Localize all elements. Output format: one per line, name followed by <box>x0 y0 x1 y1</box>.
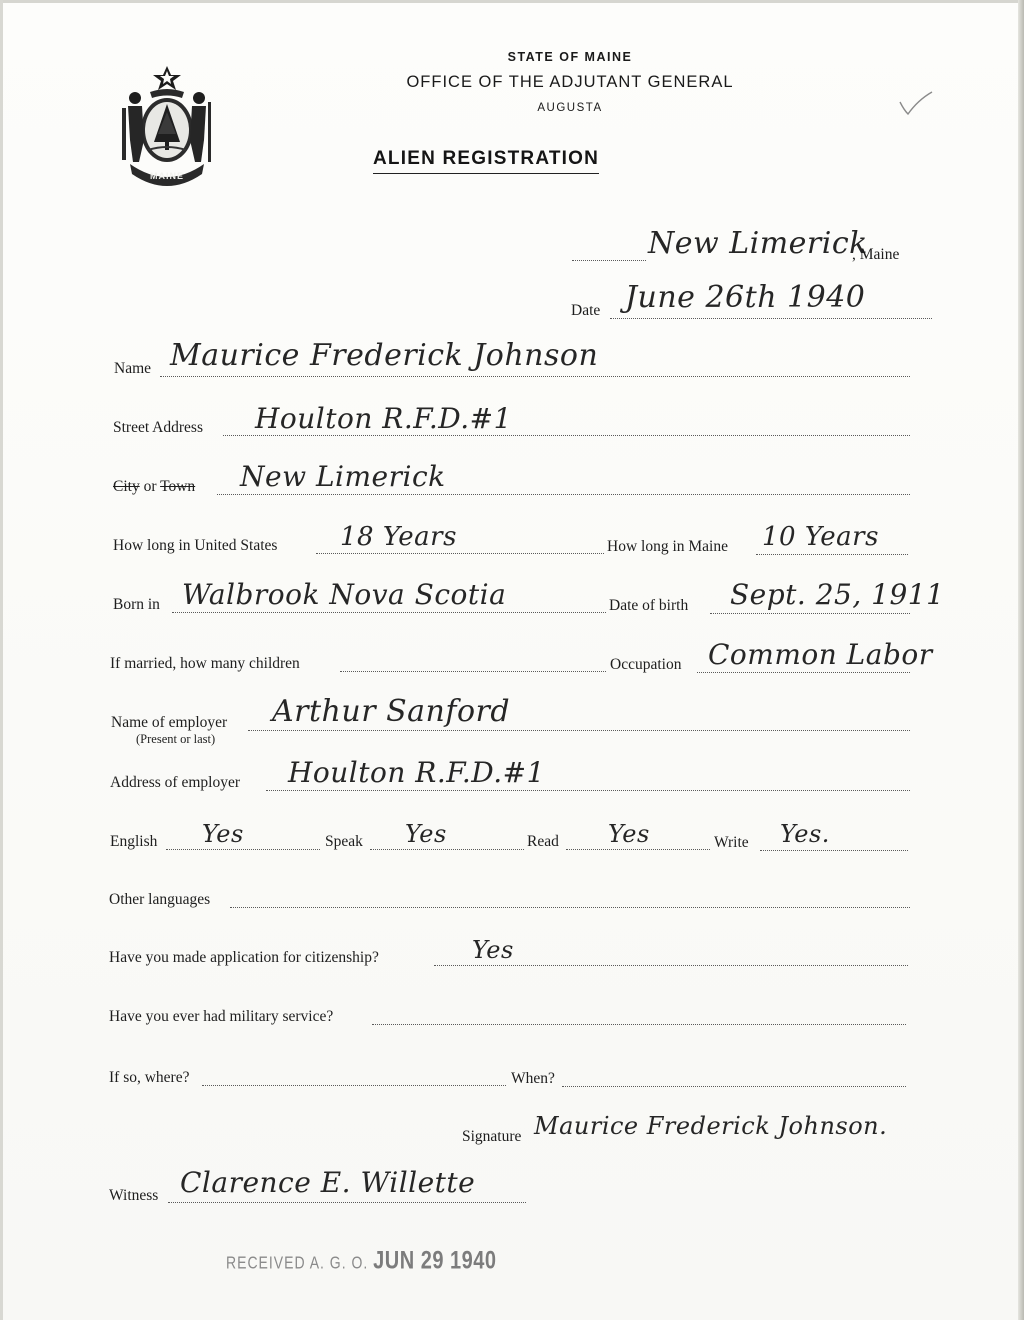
state-heading: STATE OF MAINE <box>507 50 633 64</box>
how-long-maine-label: How long in Maine <box>607 538 728 555</box>
date-label: Date <box>571 302 601 319</box>
town-line <box>572 260 646 261</box>
document-title: ALIEN REGISTRATION <box>373 148 599 174</box>
employer-value: Arthur Sanford <box>272 694 511 729</box>
born-in-value: Walbrook Nova Scotia <box>182 578 507 611</box>
witness-line <box>168 1202 526 1203</box>
received-stamp <box>226 1247 497 1276</box>
english-label: English <box>110 833 158 850</box>
occupation-label: Occupation <box>610 656 682 673</box>
citizenship-line <box>434 965 908 966</box>
scan-edge <box>1018 0 1024 1320</box>
witness-label: Witness <box>109 1187 159 1204</box>
witness-value: Clarence E. Willette <box>180 1166 476 1199</box>
write-line <box>760 850 908 851</box>
name-value: Maurice Frederick Johnson <box>170 338 599 373</box>
where-label: If so, where? <box>109 1069 190 1086</box>
born-in-line <box>172 612 606 613</box>
city-heading: AUGUSTA <box>537 102 603 114</box>
speak-value: Yes <box>405 820 447 848</box>
where-line <box>202 1085 506 1086</box>
city-or-town-label: City or Town <box>113 478 196 495</box>
employer-address-value: Houlton R.F.D.#1 <box>288 756 545 789</box>
employer-sublabel: (Present or last) <box>136 732 216 746</box>
check-mark-icon <box>898 90 934 116</box>
employer-label: Name of employer <box>111 714 228 731</box>
speak-label: Speak <box>325 833 363 850</box>
date-line <box>610 318 932 319</box>
maine-seal-logo <box>112 62 222 190</box>
svg-text:MAINE: MAINE <box>150 171 184 181</box>
street-address-value: Houlton R.F.D.#1 <box>255 402 512 435</box>
date-of-birth-label: Date of birth <box>609 597 689 614</box>
occupation-value: Common Labor <box>708 638 933 671</box>
name-label: Name <box>114 360 152 377</box>
stamp-prefix: RECEIVED A. G. O. <box>226 1252 369 1273</box>
street-address-label: Street Address <box>113 419 203 436</box>
employer-line <box>248 730 910 731</box>
write-label: Write <box>714 834 749 851</box>
employer-address-line <box>266 790 910 791</box>
how-long-us-label: How long in United States <box>113 537 278 554</box>
employer-address-label: Address of employer <box>110 774 240 791</box>
date-of-birth-line <box>710 613 910 614</box>
signature-label: Signature <box>462 1128 522 1145</box>
born-in-label: Born in <box>113 596 160 613</box>
how-long-maine-line <box>756 554 908 555</box>
name-line <box>160 376 910 377</box>
date-value: June 26th 1940 <box>625 280 866 315</box>
date-of-birth-value: Sept. 25, 1911 <box>730 578 945 611</box>
citizenship-value: Yes <box>472 936 514 964</box>
signature-value: Maurice Frederick Johnson. <box>534 1112 888 1140</box>
stamp-date: JUN 29 1940 <box>373 1247 497 1275</box>
occupation-line <box>697 672 910 673</box>
town-value: New Limerick <box>648 226 868 261</box>
when-line <box>562 1086 906 1087</box>
city-or-town-value: New Limerick <box>240 460 446 493</box>
citizenship-label: Have you made application for citizenship? <box>109 949 379 966</box>
maine-label: , Maine <box>852 246 900 263</box>
military-label: Have you ever had military service? <box>109 1008 334 1025</box>
children-line <box>340 671 606 672</box>
children-label: If married, how many children <box>110 655 300 672</box>
speak-line <box>370 849 524 850</box>
english-value: Yes <box>202 820 244 848</box>
street-address-line <box>223 435 910 436</box>
how-long-us-value: 18 Years <box>340 522 457 552</box>
scan-edge <box>0 0 3 1320</box>
english-line <box>166 849 320 850</box>
other-languages-line <box>230 907 910 908</box>
city-or-town-line <box>217 494 910 495</box>
read-label: Read <box>527 833 559 850</box>
read-line <box>566 849 710 850</box>
scan-edge <box>0 0 1024 3</box>
how-long-maine-value: 10 Years <box>762 522 879 552</box>
write-value: Yes. <box>780 820 830 848</box>
other-languages-label: Other languages <box>109 891 211 908</box>
read-value: Yes <box>608 820 650 848</box>
when-label: When? <box>511 1070 555 1087</box>
how-long-us-line <box>316 553 604 554</box>
military-line <box>372 1024 906 1025</box>
office-heading: OFFICE OF THE ADJUTANT GENERAL <box>406 73 734 91</box>
